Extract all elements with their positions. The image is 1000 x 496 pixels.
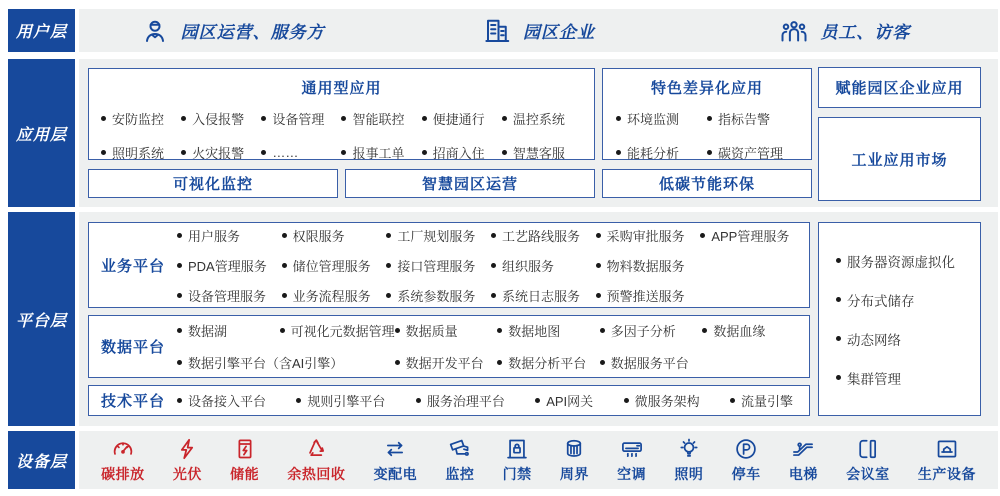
infrastructure-box — [818, 222, 981, 416]
bullet-dot — [296, 398, 301, 403]
general-apps-title: 通用型应用 — [301, 80, 382, 97]
user-layer-content — [79, 9, 998, 52]
cctv-camera-icon — [447, 436, 473, 462]
bullet-dot — [282, 293, 287, 298]
bullet-dot — [395, 328, 400, 333]
bullet-dot — [177, 360, 182, 365]
device-item: 碳排放 — [101, 436, 145, 484]
bullet-item: 接口管理服务 — [386, 256, 491, 275]
device-item: 门禁 — [503, 436, 532, 484]
device-item: 周界 — [560, 436, 589, 484]
bullet-dot — [282, 263, 287, 268]
device-layer-label: 设备层 — [8, 431, 75, 489]
bullet-item: 数据服务平台 — [600, 353, 703, 372]
business-platform-title: 业务平台 — [100, 257, 165, 275]
bullet-dot — [386, 293, 391, 298]
bullet-dot — [535, 398, 540, 403]
bullet-item: 数据引擎平台（含AI引擎） — [177, 353, 395, 372]
bullet-item: 数据分析平台 — [497, 353, 600, 372]
bullet-item: 报事工单 — [341, 143, 421, 162]
bullet-item: 微服务架构 — [624, 391, 700, 410]
bullet-dot — [497, 328, 502, 333]
user-group: 园区企业 — [385, 16, 691, 46]
door-lock-icon — [504, 436, 530, 462]
bullet-dot — [280, 328, 285, 333]
bullet-dot — [177, 398, 182, 403]
bullet-dot — [386, 263, 391, 268]
bullet-item: 入侵报警 — [181, 109, 261, 128]
bullet-item: 工艺路线服务 — [491, 226, 596, 245]
device-item: 会议室 — [846, 436, 890, 484]
bullet-item: 设备管理 — [261, 109, 341, 128]
bullet-item: 便捷通行 — [422, 109, 502, 128]
device-item: 电梯 — [789, 436, 818, 484]
people-group-icon — [779, 16, 809, 46]
bullet-dot — [616, 150, 621, 155]
bullet-item: 系统日志服务 — [491, 286, 596, 305]
industrial-app-market-box: 工业应用市场 — [818, 117, 981, 201]
user-groups — [79, 9, 998, 52]
bullet-item: 数据地图 — [497, 321, 600, 340]
bullet-item: 业务流程服务 — [282, 286, 387, 305]
banner-visual-monitoring: 可视化监控 — [88, 169, 338, 198]
application-layer-label: 应用层 — [8, 59, 75, 207]
device-item: 生产设备 — [918, 436, 976, 484]
featured-apps-title: 特色差异化应用 — [650, 80, 763, 97]
bullet-item: 物料数据服务 — [596, 256, 701, 275]
bullet-item: PDA管理服务 — [177, 256, 282, 275]
bullet-item: 分布式储存 — [836, 290, 980, 310]
exchange-arrows-icon — [382, 436, 408, 462]
bullet-dot — [101, 116, 106, 121]
bullet-dot — [177, 263, 182, 268]
bullet-dot — [596, 233, 601, 238]
production-equipment-icon — [934, 436, 960, 462]
bullet-dot — [395, 360, 400, 365]
air-conditioner-icon — [619, 436, 645, 462]
platform-layer-label: 平台层 — [8, 212, 75, 426]
bullet-dot — [502, 116, 507, 121]
bullet-dot — [702, 328, 707, 333]
building-icon — [482, 16, 512, 46]
bullet-item: 流量引擎 — [730, 391, 793, 410]
bullet-item: 服务器资源虚拟化 — [836, 251, 980, 271]
light-bulb-icon — [676, 436, 702, 462]
business-platform-items — [177, 226, 809, 305]
bullet-dot — [616, 116, 621, 121]
bullet-dot — [707, 150, 712, 155]
device-item: 停车 — [732, 436, 761, 484]
bullet-item: 储位管理服务 — [282, 256, 387, 275]
general-app-items — [89, 109, 594, 162]
user-layer-band — [8, 9, 1000, 52]
bullet-dot — [836, 336, 841, 341]
bullet-item: 智能联控 — [341, 109, 421, 128]
bullet-item: 组织服务 — [491, 256, 596, 275]
bullet-dot — [491, 293, 496, 298]
device-item: 照明 — [674, 436, 703, 484]
device-item: 余热回收 — [287, 436, 345, 484]
data-platform-box — [88, 315, 810, 378]
user-group: 园区运营、服务方 — [79, 16, 385, 46]
bullet-dot — [416, 398, 421, 403]
bullet-dot — [177, 233, 182, 238]
device-item: 变配电 — [374, 436, 418, 484]
gauge-icon — [110, 436, 136, 462]
bullet-dot — [596, 263, 601, 268]
bullet-dot — [596, 293, 601, 298]
device-items — [79, 431, 998, 489]
banner-smart-park-operation: 智慧园区运营 — [345, 169, 595, 198]
bullet-dot — [502, 150, 507, 155]
bullet-dot — [600, 360, 605, 365]
bullet-dot — [836, 258, 841, 263]
bullet-item: 碳资产管理 — [707, 143, 798, 162]
bullet-item: 指标告警 — [707, 109, 798, 128]
bullet-dot — [341, 150, 346, 155]
bullet-dot — [386, 233, 391, 238]
bullet-item: 温控系统 — [502, 109, 582, 128]
bullet-dot — [491, 263, 496, 268]
lightning-icon — [174, 436, 200, 462]
data-platform-title: 数据平台 — [100, 339, 165, 356]
bullet-dot — [497, 360, 502, 365]
bullet-item: 设备管理服务 — [177, 286, 282, 305]
bullet-dot — [177, 293, 182, 298]
featured-app-items — [603, 109, 811, 162]
business-platform-box — [88, 222, 810, 308]
bullet-item: 数据开发平台 — [395, 353, 498, 372]
user-layer-label: 用户层 — [8, 9, 75, 52]
device-item: 储能 — [230, 436, 259, 484]
enterprise-enablement-box: 赋能园区企业应用 — [818, 67, 981, 108]
banner-low-carbon: 低碳节能环保 — [602, 169, 812, 198]
bullet-dot — [101, 150, 106, 155]
device-item: 光伏 — [173, 436, 202, 484]
bullet-dot — [600, 328, 605, 333]
bullet-dot — [181, 116, 186, 121]
bullet-dot — [341, 116, 346, 121]
bullet-item: 招商入住 — [422, 143, 502, 162]
meeting-room-icon — [855, 436, 881, 462]
bullet-item: 服务治理平台 — [416, 391, 505, 410]
tech-platform-items — [177, 391, 809, 410]
device-layer-content — [79, 431, 998, 489]
bullet-dot — [177, 328, 182, 333]
worker-icon — [140, 16, 170, 46]
bullet-dot — [836, 375, 841, 380]
bullet-dot — [422, 116, 427, 121]
platform-layer-content — [79, 212, 998, 426]
bullet-dot — [730, 398, 735, 403]
bullet-dot — [624, 398, 629, 403]
escalator-icon — [790, 436, 816, 462]
data-platform-items — [177, 321, 809, 372]
bullet-item: 安防监控 — [101, 109, 181, 128]
bullet-item: 权限服务 — [282, 226, 387, 245]
bullet-dot — [700, 233, 705, 238]
bullet-item: 采购审批服务 — [596, 226, 701, 245]
device-layer-band — [8, 431, 1000, 489]
user-group: 员工、访客 — [692, 16, 998, 46]
bullet-dot — [181, 150, 186, 155]
bullet-item: 能耗分析 — [616, 143, 707, 162]
application-layer-band — [8, 59, 1000, 207]
bullet-item: 火灾报警 — [181, 143, 261, 162]
tech-platform-title: 技术平台 — [100, 393, 165, 410]
bullet-item: 规则引擎平台 — [296, 391, 385, 410]
device-item: 空调 — [617, 436, 646, 484]
bullet-item: 环境监测 — [616, 109, 707, 128]
general-apps-box — [88, 68, 595, 160]
bullet-dot — [491, 233, 496, 238]
bullet-item: 预警推送服务 — [596, 286, 701, 305]
parking-icon — [733, 436, 759, 462]
bullet-item: 动态网络 — [836, 329, 980, 349]
recycle-icon — [303, 436, 329, 462]
bullet-item: 系统参数服务 — [386, 286, 491, 305]
bullet-item: API网关 — [535, 391, 593, 410]
perimeter-fence-icon — [561, 436, 587, 462]
application-layer-content — [79, 59, 998, 207]
bullet-dot — [261, 116, 266, 121]
bullet-item: 可视化元数据管理 — [280, 321, 395, 340]
tech-platform-box — [88, 385, 810, 416]
device-item: 监控 — [445, 436, 474, 484]
bullet-item: 用户服务 — [177, 226, 282, 245]
bullet-item: 智慧客服 — [502, 143, 582, 162]
bullet-item: 数据质量 — [395, 321, 498, 340]
bullet-item: APP管理服务 — [700, 226, 805, 245]
bullet-item: …… — [261, 143, 341, 162]
bullet-dot — [261, 150, 266, 155]
bullet-item: 多因子分析 — [600, 321, 703, 340]
bullet-item: 集群管理 — [836, 368, 980, 388]
battery-storage-icon — [232, 436, 258, 462]
bullet-item: 数据湖 — [177, 321, 280, 340]
bullet-item: 数据血缘 — [702, 321, 805, 340]
bullet-dot — [707, 116, 712, 121]
bullet-item: 照明系统 — [101, 143, 181, 162]
bullet-dot — [282, 233, 287, 238]
bullet-item: 设备接入平台 — [177, 391, 266, 410]
platform-layer-band — [8, 212, 1000, 426]
bullet-dot — [422, 150, 427, 155]
bullet-dot — [836, 297, 841, 302]
bullet-item: 工厂规划服务 — [386, 226, 491, 245]
featured-apps-box — [602, 68, 812, 160]
